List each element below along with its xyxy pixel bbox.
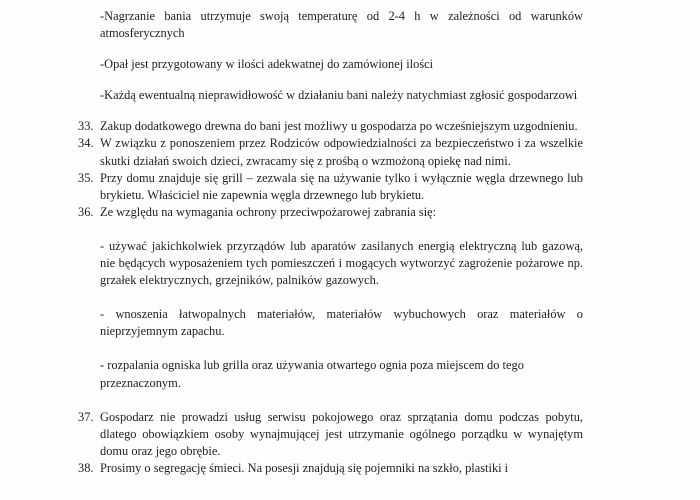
numbered-item-37-number: 37. — [78, 409, 94, 424]
prohibition-open-fire: - rozpalania ogniska lub grilla oraz używania otwartego ognia poza miejscem do tego przeznaczonym. — [100, 358, 524, 390]
dash-item-firewood-prepared: -Opał jest przygotowany w ilości adekwatnej do zamówionej ilości — [100, 57, 434, 72]
numbered-item-35 — [78, 170, 583, 204]
top-spacer — [0, 0, 700, 8]
numbered-item-35-number: 35. — [78, 170, 94, 185]
numbered-item-36-number: 36. — [78, 204, 94, 219]
numbered-item-33-number: 33. — [78, 119, 94, 134]
prohibition-electric-devices: - używać jakichkolwiek przyrządów lub aparatów zasilanych energią elektryczną lub gazową, nie będących wyposażeniem tych pomieszczeń i mogących wytworzyć zagrożenie pożarowe np. grzałek elektrycznych, grzejników, palników gazowych. — [100, 238, 583, 288]
dash-item-report-faults: -Każdą ewentualną nieprawidłowość w działaniu bani należy natychmiast zgłosić gospodarzowi — [100, 88, 578, 103]
numbered-item-36-text: Ze względu na wymagania ochrony przeciwpożarowej zabrania się: — [100, 204, 437, 219]
spacer-before-prohibitions — [0, 221, 700, 238]
numbered-item-38 — [78, 460, 583, 477]
spacer-after-heating — [0, 42, 700, 56]
numbered-item-35-text: Przy domu znajduje się grill – zezwala się na używanie tylko i wyłącznie węgla drzewnego lub brykietu. Właściciel nie zapewnia węgla drzewnego lub brykietu. — [100, 170, 583, 202]
numbered-item-38-text: Prosimy o segregację śmieci. Na posesji znajdują się pojemniki na szkło, plastiki i — [100, 460, 509, 475]
prohibition-flammable-materials: - wnoszenia łatwopalnych materiałów, materiałów wybuchowych oraz materiałów o nieprzyjemnym zapachu. — [100, 307, 583, 339]
spacer-between-prohibitions-1 — [0, 289, 700, 306]
numbered-item-38-number: 38. — [78, 460, 94, 475]
numbered-item-37-text: Gospodarz nie prowadzi usług serwisu pokojowego oraz sprzątania domu podczas pobytu, dlatego obowiązkiem osoby wynajmującej jest utrzymanie ogólnego porządku w wynajętym domu oraz jego obrębie. — [100, 409, 583, 458]
numbered-item-34-number: 34. — [78, 136, 94, 151]
numbered-item-34-text: W związku z ponoszeniem przez Rodziców odpowiedzialności za bezpieczeństwo i za wszelkie skutki działań swoich dzieci, zwracamy się z prośbą o wzmożoną opiekę nad nimi. — [100, 136, 583, 168]
spacer-between-prohibitions-2 — [0, 340, 700, 357]
numbered-item-37 — [78, 409, 583, 460]
spacer-before-item-37 — [0, 392, 700, 409]
spacer-after-firewood — [0, 73, 700, 87]
numbered-item-34 — [78, 135, 583, 169]
dash-item-heating-duration: -Nagrzanie bania utrzymuje swoją temperaturę od 2-4 h w zależności od warunków atmosferycznych — [100, 9, 583, 41]
numbered-item-33-text: Zakup dodatkowego drewna do bani jest możliwy u gospodarza po wcześniejszym uzgodnieniu. — [100, 119, 578, 134]
numbered-item-36 — [78, 204, 583, 221]
numbered-item-33 — [78, 118, 583, 135]
spacer-before-numbered-list — [0, 104, 700, 118]
